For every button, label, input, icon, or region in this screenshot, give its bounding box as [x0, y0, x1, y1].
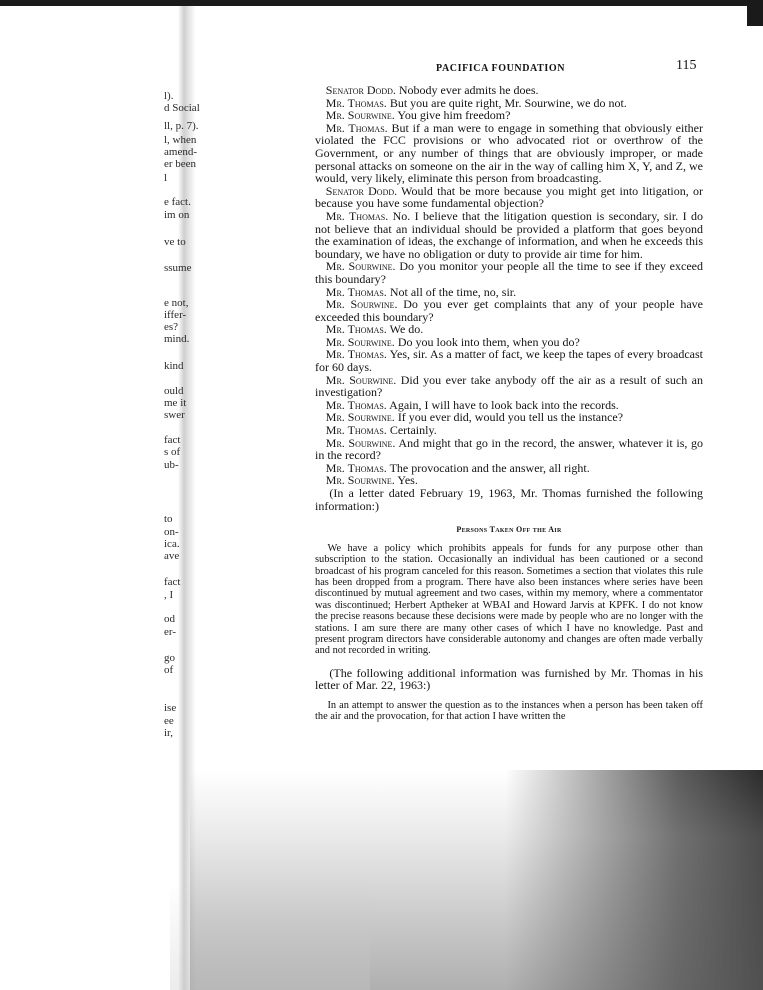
speaker-name: Mr. Thomas.	[325, 208, 389, 223]
speaker-name: Mr. Sourwine.	[325, 259, 396, 274]
left-page-fragment: fact	[164, 576, 181, 588]
left-page-fragment: l, when	[164, 134, 197, 146]
left-page-fragment: ir,	[164, 727, 174, 739]
left-page-fragment: s of	[164, 446, 181, 458]
section-body: We have a policy which prohibits appeals for funds for any purpose other than subscription to the station. Occasionally an individual has been cautioned or a second broadcast of his program canceled for this reason. Sometimes a section that violates this rule has been dropped from a program. There have also been instances where series have been discontinued by mutual agreement and two cases, within my memory, where a commentator was discontinued; Herbert Aptheker at WBAI and Howard Jarvis at KPFK. I do not know the precise reasons because these decisions were made by people who are no longer with the stations. I am sure there are many other cases of which I have no knowledge. Past and present program directors have considerable autonomy and changes are often made verbally and not recorded in writing.	[315, 542, 703, 657]
speaker-name: Mr. Thomas.	[325, 95, 387, 110]
left-page-fragment: of	[164, 664, 174, 676]
speaker-name: Mr. Sourwine.	[325, 435, 396, 450]
speaker-name: Mr. Sourwine.	[325, 410, 395, 425]
speaker-name: Mr. Sourwine.	[325, 372, 397, 387]
speaker-name: Mr. Sourwine.	[325, 108, 395, 123]
speech-text: And might that go in the record, the answer, whatever it is, go in the record?	[315, 435, 703, 463]
left-page-fragment: kind	[164, 360, 184, 372]
speaker-name: Mr. Thomas.	[325, 284, 387, 299]
left-page-fragment: mind.	[164, 333, 190, 345]
transcript-line	[315, 122, 703, 185]
speech-text: You give him freedom?	[394, 108, 511, 123]
transcript-line	[315, 437, 703, 462]
left-page-fragment: ould	[164, 385, 184, 397]
left-page-fragment: od	[164, 613, 175, 625]
left-page-fragment: fact	[164, 434, 181, 446]
left-page-fragment: l	[164, 172, 168, 184]
left-page-fragment: amend-	[164, 146, 197, 158]
left-page-fragment: d Social	[164, 102, 200, 114]
speech-text: Do you monitor your people all the time to see if they exceed this boundary?	[315, 259, 703, 286]
speaker-name: Mr. Sourwine.	[325, 297, 398, 312]
speech-text: Do you look into them, when you do?	[394, 334, 580, 349]
left-page-fragment: ee	[164, 715, 174, 727]
left-page-fragment: to	[164, 513, 173, 525]
speech-text: Again, I will have to look back into the records.	[386, 397, 619, 412]
left-page-fragment: er been	[164, 158, 197, 170]
page-body	[315, 84, 703, 723]
speaker-name: Senator Dodd.	[325, 83, 396, 97]
speech-text: The provocation and the answer, all right.	[386, 460, 590, 475]
left-page-fragment: ave	[164, 550, 180, 562]
page-header	[0, 58, 763, 78]
transcript-line	[315, 260, 703, 285]
transcript-line	[315, 348, 703, 373]
transcript-line	[315, 210, 703, 260]
left-page-fragment: e not,	[164, 297, 189, 309]
speech-text: Did you ever take anybody off the air as a result of such an investigation?	[315, 372, 703, 400]
page-number: 115	[676, 58, 697, 73]
speech-text: But you are quite right, Mr. Sourwine, we do not.	[386, 95, 627, 110]
left-page-fragment: swer	[164, 409, 185, 421]
speech-text: Nobody ever admits he does.	[395, 83, 539, 97]
left-page-fragment: ica.	[164, 538, 180, 550]
speaker-name: Mr. Thomas.	[325, 120, 388, 135]
letter-note-1: (In a letter dated February 19, 1963, Mr. Thomas furnished the following information:)	[315, 486, 703, 513]
speaker-name: Mr. Sourwine.	[325, 334, 395, 349]
speaker-name: Mr. Thomas.	[325, 423, 387, 438]
speech-text: But if a man were to engage in something that obviously either violated the FCC provisions or who advocated riot or overthrow of the Government, or any number of things that are obviously improper, or made personal attacks on someone on the air in the way of calling him X, Y, and Z, we would, very likely, eliminate this person from broadcasting.	[315, 120, 703, 186]
left-page-fragment: ll, p. 7).	[164, 120, 199, 132]
left-page-fragment: go	[164, 652, 175, 664]
speaker-name: Senator Dodd.	[325, 183, 398, 198]
scan-bottom-left-shadow	[170, 880, 370, 990]
running-head: PACIFICA FOUNDATION	[436, 63, 566, 74]
speech-text: Do you ever get complaints that any of your people have exceeded this boundary?	[315, 297, 703, 324]
speaker-name: Mr. Sourwine.	[325, 473, 395, 488]
left-page-fragment: ssume	[164, 262, 192, 274]
letter-note-2: (The following additional information was furnished by Mr. Thomas in his letter of Mar. 22, 1963:)	[315, 665, 703, 693]
hearing-transcript	[315, 84, 703, 487]
left-page-fragment: ve to	[164, 236, 186, 248]
speech-text: Yes.	[394, 473, 418, 488]
closing-text: In an attempt to answer the question as to the instances when a person has been taken off the air and the provocation, for that action I have written the	[315, 700, 703, 723]
left-page-fragment: ise	[164, 702, 177, 714]
speech-text: If you ever did, would you tell us the instance?	[394, 410, 624, 425]
transcript-line	[315, 374, 703, 399]
scan-corner-shadow	[747, 0, 763, 26]
speech-text: We do.	[386, 322, 424, 337]
left-page-fragment: es?	[164, 321, 179, 333]
left-page-fragment: l).	[164, 90, 174, 102]
left-page-fragment: me it	[164, 397, 187, 409]
speech-text: Yes, sir. As a matter of fact, we keep the tapes of every broadcast for 60 days.	[315, 347, 703, 375]
left-page-fragment: iffer-	[164, 309, 187, 321]
speaker-name: Mr. Thomas.	[325, 347, 387, 362]
speaker-name: Mr. Thomas.	[325, 322, 387, 337]
speech-text: Would that be more because you might get into litigation, or because you have some fundamental objection?	[315, 183, 703, 211]
left-page-fragment: im on	[164, 209, 190, 221]
left-page-fragment: , I	[164, 589, 174, 601]
speaker-name: Mr. Thomas.	[325, 460, 387, 475]
speaker-name: Mr. Thomas.	[325, 397, 387, 412]
speech-text: Not all of the time, no, sir.	[386, 284, 517, 299]
transcript-line	[315, 185, 703, 210]
left-page-fragment: e fact.	[164, 196, 191, 208]
transcript-line	[315, 298, 703, 323]
speech-text: No. I believe that the litigation question is secondary, sir. I do not believe that an individual should be provided a platform that goes beyond the examination of ideas, the exchange of information, and when he exceeds this boundary, we have no obligation or duty to provide air time for him.	[315, 208, 703, 261]
section-heading: Persons Taken Off the Air	[456, 525, 562, 535]
speech-text: Certainly.	[386, 423, 437, 438]
left-page-fragment: er-	[164, 626, 176, 638]
left-page-fragment: ub-	[164, 459, 179, 471]
left-page-fragment: on-	[164, 526, 179, 538]
